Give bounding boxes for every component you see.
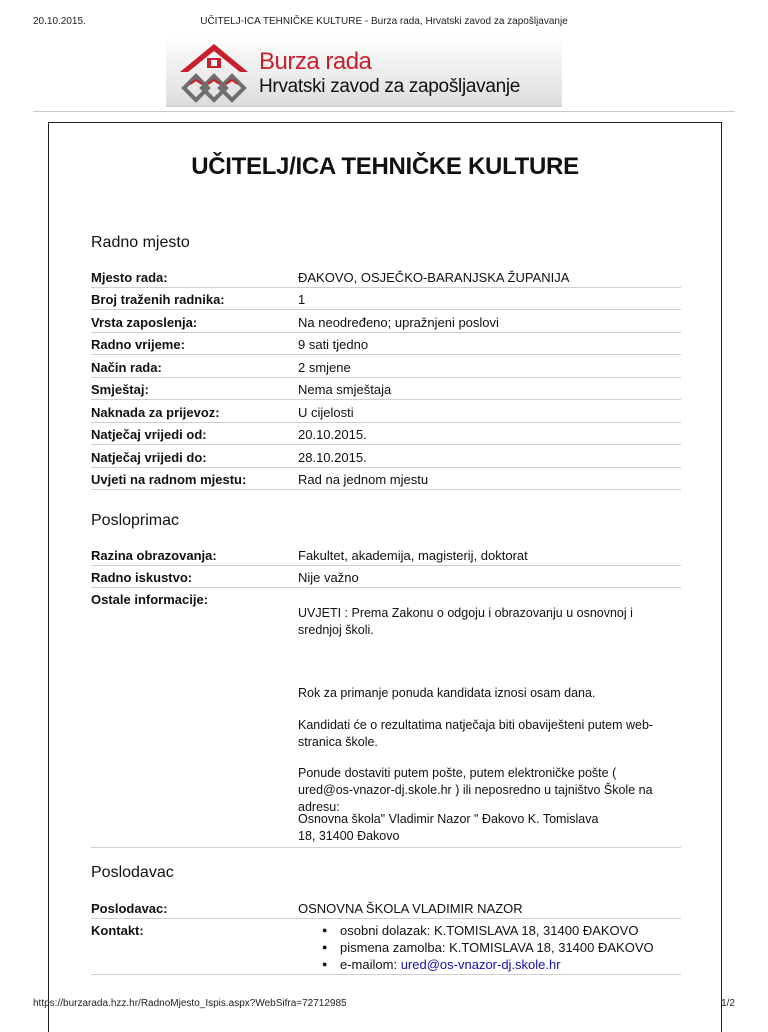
row-mjesto-rada [91, 266, 681, 288]
row-label: Radno iskustvo: [91, 570, 193, 585]
row-radno-iskustvo [91, 566, 681, 588]
print-date: 20.10.2015. [33, 16, 86, 27]
job-listing-card [48, 122, 722, 1032]
info-paragraph: Osnovna škola" Vladimir Nazor " Đakovo K. Tomislava 18, 31400 Đakovo [298, 812, 599, 843]
row-value: Rad na jednom mjestu [298, 472, 429, 487]
row-label: Smještaj: [91, 382, 149, 397]
row-label: Broj traženih radnika: [91, 292, 225, 307]
email-link[interactable]: ured@os-vnazor-dj.skole.hr [400, 957, 561, 972]
row-label: Uvjeti na radnom mjestu: [91, 472, 247, 487]
header-divider [33, 111, 735, 112]
row-label: Mjesto rada: [91, 270, 168, 285]
row-label: Način rada: [91, 360, 162, 375]
row-natjecaj-do [91, 446, 681, 468]
row-value: Fakultet, akademija, magisterij, doktorat [298, 548, 528, 563]
row-value: Nema smještaja [298, 382, 392, 397]
row-value: 28.10.2015. [298, 450, 367, 465]
section-heading-posloprimac: Posloprimac [91, 512, 180, 529]
row-label: Vrsta zaposlenja: [91, 315, 198, 330]
row-label: Natječaj vrijedi do: [91, 450, 207, 465]
row-razina-obrazovanja [91, 544, 681, 566]
contact-item [298, 956, 654, 973]
row-radno-vrijeme [91, 333, 681, 355]
print-title: UČITELJ-ICA TEHNIČKE KULTURE - Burza rada, Hrvatski zavod za zapošljavanje [200, 16, 568, 27]
info-paragraph: Rok za primanje ponuda kandidata iznosi osam dana. [298, 686, 596, 700]
page-number: 1/2 [721, 998, 735, 1009]
burza-rada-banner[interactable] [166, 38, 562, 107]
row-label: Natječaj vrijedi od: [91, 427, 207, 442]
row-naknada-prijevoz [91, 401, 681, 423]
row-value: 9 sati tjedno [298, 337, 369, 352]
row-label: Razina obrazovanja: [91, 548, 217, 563]
row-natjecaj-od [91, 423, 681, 445]
page-url: https://burzarada.hzz.hr/RadnoMjesto_Ispis.aspx?WebSifra=72712985 [33, 998, 347, 1009]
section-heading-poslodavac: Poslodavac [91, 864, 174, 881]
row-label: Naknada za prijevoz: [91, 405, 220, 420]
email-prefix: e-mailom: [340, 957, 398, 972]
job-title: UČITELJ/ICA TEHNIČKE KULTURE [191, 153, 579, 180]
contact-item: ● osobni dolazak: K.TOMISLAVA 18, 31400 ĐAKOVO [298, 922, 654, 939]
brand-name: Burza rada [259, 48, 372, 75]
row-label: Ostale informacije: [91, 592, 209, 607]
row-label: Radno vrijeme: [91, 337, 185, 352]
row-value: U cijelosti [298, 405, 354, 420]
row-poslodavac [91, 897, 681, 919]
info-paragraph: Kandidati će o rezultatima natječaja biti obaviješteni putem web-stranica škole. [298, 718, 654, 749]
row-smjestaj [91, 378, 681, 400]
row-value: 20.10.2015. [298, 427, 367, 442]
row-value: OSNOVNA ŠKOLA VLADIMIR NAZOR [298, 901, 523, 916]
row-value: Nije važno [298, 570, 359, 585]
contact-item: ● pismena zamolba: K.TOMISLAVA 18, 31400 ĐAKOVO [298, 939, 654, 956]
hzz-logo-icon [174, 42, 254, 104]
row-uvjeti [91, 468, 681, 490]
row-value: ĐAKOVO, OSJEČKO-BARANJSKA ŽUPANIJA [298, 270, 570, 285]
row-value: Na neodređeno; upražnjeni poslovi [298, 315, 499, 330]
row-label: Kontakt: [91, 923, 144, 938]
row-label: Poslodavac: [91, 901, 168, 916]
row-value: 2 smjene [298, 360, 351, 375]
info-paragraph: UVJETI : Prema Zakonu o odgoju i obrazovanju u osnovnoj i srednjoj školi. [298, 606, 633, 637]
brand-subtitle: Hrvatski zavod za zapošljavanje [259, 76, 521, 97]
section-heading-radno-mjesto: Radno mjesto [91, 234, 190, 251]
info-paragraph: Ponude dostaviti putem pošte, putem elektroničke pošte ( ured@os-vnazor-dj.skole.hr ) ili neposredno u tajništvo Škole na adresu: [298, 766, 653, 814]
row-nacin-rada [91, 356, 681, 378]
row-vrsta-zaposlenja [91, 311, 681, 333]
row-broj-radnika [91, 288, 681, 310]
row-value: 1 [298, 292, 306, 307]
contact-list [298, 922, 654, 973]
